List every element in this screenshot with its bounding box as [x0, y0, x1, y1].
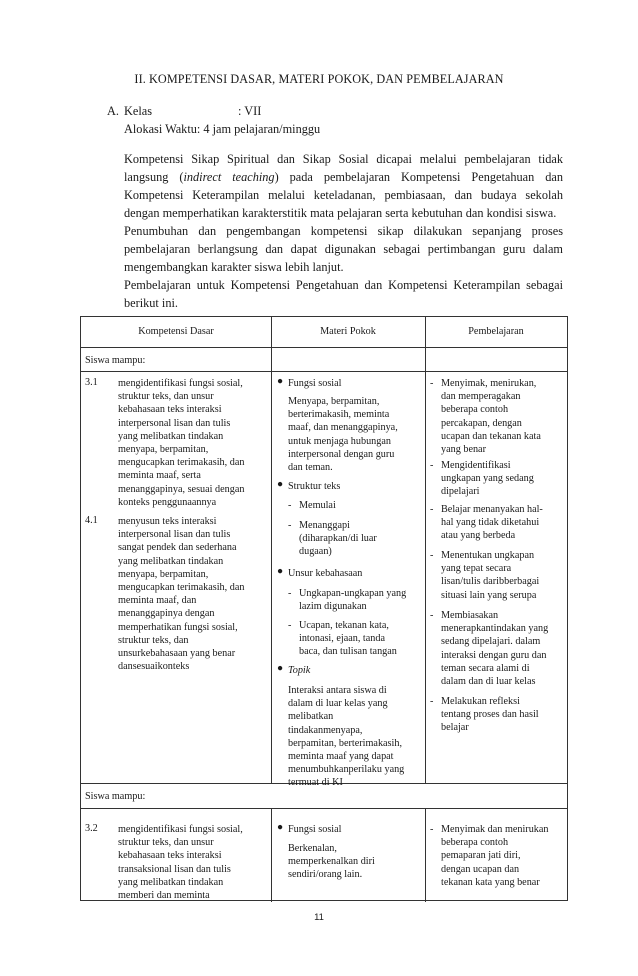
header-divider — [81, 347, 567, 348]
dash-icon: - — [430, 696, 434, 707]
paragraph-line: mengembangkan karakter siswa lebih lanjut. — [124, 260, 344, 274]
class-value: : VII — [238, 104, 262, 118]
competency-table — [80, 316, 568, 901]
kd-3-2-text: mengidentifikasi fungsi sosial, struktur teks, dan unsur kebahasaan teks interaksi transaksional lisan dan tulis yang melibatkan tindakan memberi dan meminta — [118, 824, 243, 902]
paragraph-line: langsung (indirect teaching) pada pembelajaran Kompetensi Pengetahuan dan — [124, 170, 563, 184]
page-number: 11 — [314, 912, 324, 923]
block2-intro: Siswa mampu: — [85, 791, 146, 802]
dash-icon: - — [288, 620, 292, 631]
column-divider — [271, 317, 272, 783]
dash-icon: - — [430, 378, 434, 389]
kd-number: 4.1 — [85, 515, 98, 526]
paragraph-attitude-development — [124, 222, 563, 276]
time-allocation: Alokasi Waktu: 4 jam pelajaran/minggu — [124, 122, 321, 136]
row-divider — [81, 808, 567, 809]
materi-struktur-teks-title: Struktur teks — [288, 481, 341, 492]
bullet-icon: ● — [277, 822, 284, 833]
kd-number: 3.1 — [85, 377, 98, 388]
paragraph-line: Kompetensi Keterampilan melalui keteladanan, pembiasaan, dan budaya sekolah — [124, 188, 563, 202]
class-label: Kelas — [124, 104, 152, 118]
pembelajaran-item: Membiasakan menerapkantindakan yang sedang dipelajari. dalam interaksi dengan guru dan teman secara alami di dalam dan di luar kelas — [441, 610, 549, 688]
pembelajaran-item: Menyimak, menirukan, dan memperagakan beberapa contoh percakapan, dengan ucapan dan tekanan kata yang benar — [441, 378, 541, 456]
materi-unsur-title: Unsur kebahasaan — [288, 568, 363, 579]
dash-icon: - — [430, 504, 434, 515]
column-divider — [271, 808, 272, 902]
header-pembelajaran: Pembelajaran — [468, 326, 524, 337]
materi-unsur-item: Ungkapan-ungkapan yang lazim digunakan — [299, 588, 407, 613]
paragraph-line: Penumbuhan dan pengembangan kompetensi sikap dilakukan sepanjang proses — [124, 224, 563, 238]
dash-icon: - — [430, 550, 434, 561]
pembelajaran-item: Mengidentifikasi ungkapan yang sedang dipelajari — [441, 460, 534, 498]
dash-icon: - — [430, 610, 434, 621]
paragraph-line: Pembelajaran untuk Kompetensi Pengetahuan dan Kompetensi Keterampilan sebagai — [124, 278, 563, 292]
block1-intro: Siswa mampu: — [85, 355, 146, 366]
kd-3-1-text: mengidentifikasi fungsi sosial, struktur teks, dan unsur kebahasaan teks interaksi interpersonal lisan dan tulis yang melibatkan tindakan menyapa, berpamitan, mengucapkan terimakasih, dan meminta maaf, serta menanggapinya, sesuai dengan konteks penggunaannya — [118, 378, 245, 508]
materi-topik-text: Interaksi antara siswa di dalam di luar kelas yang melibatkan tindakanmenyapa, berpamitan, berterimakasih, meminta maaf yang dapat menumbuhkanperilaku yang termuat di KI — [288, 685, 405, 789]
column-divider — [425, 317, 426, 783]
materi-fungsi-sosial-title: Fungsi sosial — [288, 378, 342, 389]
dash-icon: - — [430, 460, 434, 471]
pembelajaran-item: Melakukan refleksi tentang proses dan hasil belajar — [441, 696, 539, 734]
section-heading: II. KOMPETENSI DASAR, MATERI POKOK, DAN PEMBELAJARAN — [134, 72, 504, 86]
dash-icon: - — [288, 500, 292, 511]
column-divider — [425, 808, 426, 902]
pembelajaran-item: Menentukan ungkapan yang tepat secara lisan/tulis daribberbagai situasi lain yang serupa — [441, 550, 540, 601]
bullet-icon: ● — [277, 376, 284, 387]
kd-4-1-text: menyusun teks interaksi interpersonal lisan dan tulis sangat pendek dan sederhana yang melibatkan tindakan menyapa, berpamitan, mengucapkan terimakasih, dan meminta maaf, dan menanggapinya dengan memperhatikan fungsi sosial, struktur teks, dan unsurkebahasaan yang benar dansesuaikonteks — [118, 516, 245, 673]
materi-struktur-item: Memulai — [299, 500, 336, 511]
header-kompetensi-dasar: Kompetensi Dasar — [138, 326, 214, 337]
paragraph-line: Kompetensi Sikap Spiritual dan Sikap Sosial dicapai melalui pembelajaran tidak — [124, 152, 563, 166]
row-divider — [81, 371, 567, 372]
materi-fungsi-sosial-text: Menyapa, berpamitan, berterimakasih, meminta maaf, dan menanggapinya, untuk menjaga hubungan interpersonal dengan guru dan teman. — [288, 396, 398, 474]
paragraph-line: dengan memperhatikan karakterstitik mata pelajaran serta kebutuhan dan kondisi siswa. — [124, 206, 557, 220]
materi-topik-title: Topik — [288, 665, 311, 676]
dash-icon: - — [288, 520, 292, 531]
materi-fungsi-sosial-text: Berkenalan, memperkenalkan diri sendiri/orang lain. — [288, 843, 375, 881]
bullet-icon: ● — [277, 479, 284, 490]
paragraph-line: berikut ini. — [124, 296, 178, 310]
pembelajaran-item: Belajar menanyakan hal- hal yang tidak diketahui atau yang berbeda — [441, 504, 543, 542]
bullet-icon: ● — [277, 663, 284, 674]
materi-unsur-item: Ucapan, tekanan kata, intonasi, ejaan, tanda baca, dan tulisan tangan — [299, 620, 397, 658]
materi-struktur-item: Menanggapi (diharapkan/di luar dugaan) — [299, 520, 377, 558]
materi-fungsi-sosial-title: Fungsi sosial — [288, 824, 342, 835]
kd-number: 3.2 — [85, 823, 98, 834]
paragraph-attitude-competence — [124, 150, 563, 222]
header-materi-pokok: Materi Pokok — [320, 326, 376, 337]
dash-icon: - — [430, 824, 434, 835]
pembelajaran-item: Menyimak dan menirukan beberapa contoh pemaparan jati diri, dengan ucapan dan tekanan kata yang benar — [441, 824, 549, 888]
paragraph-line: pembelajaran berlangsung dan dapat digunakan sebagai pertimbangan guru dalam — [124, 242, 563, 256]
bullet-icon: ● — [277, 566, 284, 577]
dash-icon: - — [288, 588, 292, 599]
paragraph-learning-intro — [124, 276, 563, 312]
subsection-letter: A. — [107, 104, 119, 118]
